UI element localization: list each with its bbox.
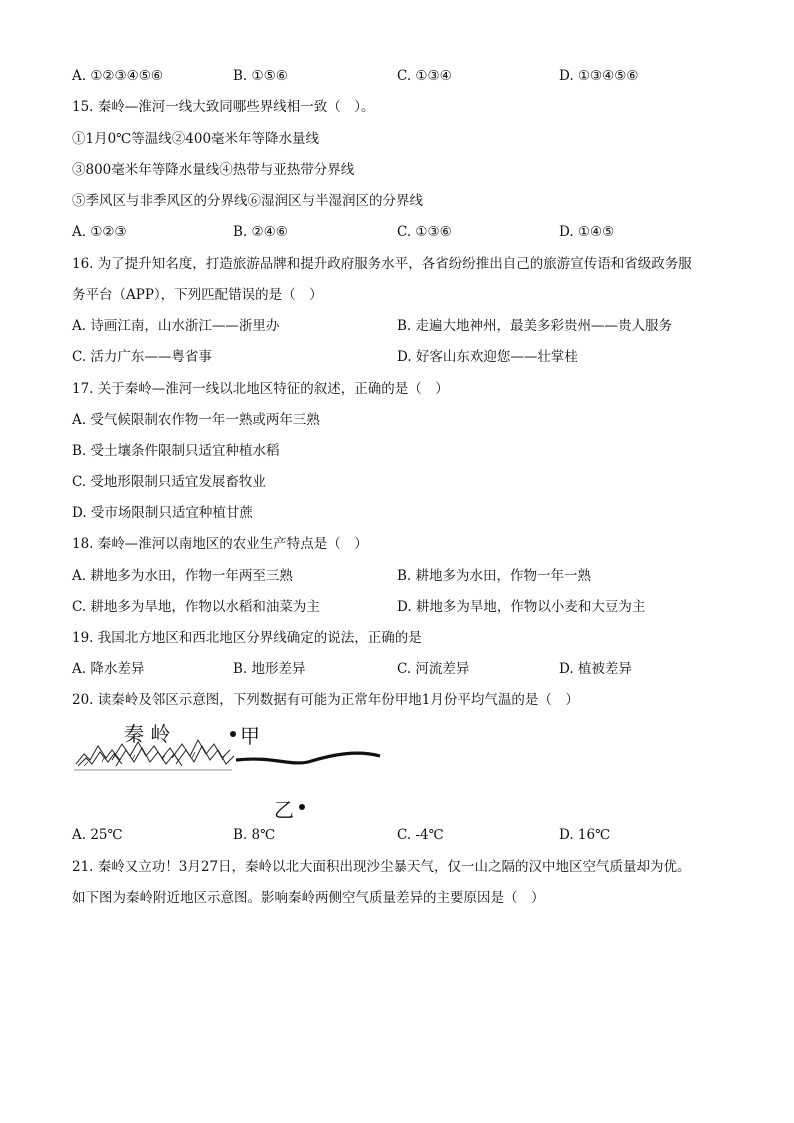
- q14-option-b[interactable]: B. ①⑤⑥: [233, 68, 288, 84]
- qinling-map-figure: [72, 714, 392, 822]
- point-b-dot: [299, 804, 305, 810]
- q19-option-a[interactable]: A. 降水差异: [72, 661, 145, 677]
- q16-stem-line2: 务平台（APP），下列匹配错误的是（ ）: [72, 287, 323, 303]
- q14-option-d[interactable]: D. ①③④⑤⑥: [559, 68, 639, 84]
- qinling-map-svg: [72, 714, 392, 822]
- point-a-dot: [230, 731, 236, 737]
- q17-option-a[interactable]: A. 受气候限制农作物一年一熟或两年三熟: [72, 412, 320, 428]
- q18-option-b[interactable]: B. 耕地多为水田，作物一年一熟: [397, 568, 592, 584]
- q17-stem: 17. 关于秦岭—淮河一线以北地区特征的叙述，正确的是（ ）: [72, 381, 449, 397]
- q15-item-3: ⑤季风区与非季风区的分界线⑥湿润区与半湿润区的分界线: [72, 193, 423, 209]
- q17-option-b[interactable]: B. 受土壤条件限制只适宜种植水稻: [72, 443, 280, 459]
- q15-option-b[interactable]: B. ②④⑥: [233, 224, 288, 240]
- q17-option-d[interactable]: D. 受市场限制只适宜种植甘蔗: [72, 505, 253, 521]
- q15-item-2: ③800毫米年等降水量线④热带与亚热带分界线: [72, 162, 355, 178]
- q15-option-c[interactable]: C. ①③⑥: [397, 224, 452, 240]
- q19-option-b[interactable]: B. 地形差异: [233, 661, 306, 677]
- q19-option-c[interactable]: C. 河流差异: [397, 661, 470, 677]
- q16-option-a[interactable]: A. 诗画江南，山水浙江——浙里办: [72, 318, 280, 334]
- q18-option-a[interactable]: A. 耕地多为水田，作物一年两至三熟: [72, 568, 293, 584]
- q21-stem-line2: 如下图为秦岭附近地区示意图。影响秦岭两侧空气质量差异的主要原因是（ ）: [72, 890, 545, 906]
- q15-option-d[interactable]: D. ①④⑤: [559, 224, 615, 240]
- point-a-label: 甲: [240, 724, 260, 748]
- q14-option-c[interactable]: C. ①③④: [397, 68, 452, 84]
- q18-stem: 18. 秦岭—淮河以南地区的农业生产特点是（ ）: [72, 536, 368, 552]
- q19-stem: 19. 我国北方地区和西北地区分界线确定的说法，正确的是: [72, 630, 422, 646]
- q17-option-c[interactable]: C. 受地形限制只适宜发展畜牧业: [72, 474, 266, 490]
- q20-option-b[interactable]: B. 8℃: [233, 827, 276, 843]
- q16-stem-line1: 16. 为了提升知名度，打造旅游品牌和提升政府服务水平，各省纷纷推出自己的旅游宣传语和省级政务服: [72, 256, 692, 272]
- q14-option-a[interactable]: A. ①②③④⑤⑥: [72, 68, 163, 84]
- q19-option-d[interactable]: D. 植被差异: [559, 661, 632, 677]
- q16-option-c[interactable]: C. 活力广东——粤省事: [72, 349, 212, 365]
- q21-stem-line1: 21. 秦岭又立功！3月27日，秦岭以北大面积出现沙尘暴天气，仅一山之隔的汉中地区空气质量却为优。: [72, 859, 691, 875]
- q20-stem: 20. 读秦岭及邻区示意图，下列数据有可能为正常年份甲地1月份平均气温的是（ ）: [72, 692, 579, 708]
- point-b-label: 乙: [274, 798, 294, 822]
- q16-option-d[interactable]: D. 好客山东欢迎您——壮掌桂: [397, 349, 578, 365]
- q20-option-c[interactable]: C. -4℃: [397, 827, 444, 843]
- q16-option-b[interactable]: B. 走遍大地神州，最美多彩贵州——贵人服务: [397, 318, 673, 334]
- q18-option-c[interactable]: C. 耕地多为旱地，作物以水稻和油菜为主: [72, 599, 320, 615]
- boundary-line: [236, 753, 380, 763]
- q20-option-a[interactable]: A. 25℃: [72, 827, 123, 843]
- q20-option-d[interactable]: D. 16℃: [559, 827, 611, 843]
- mountain-label: 秦 岭: [124, 722, 171, 746]
- q15-stem: 15. 秦岭—淮河一线大致同哪些界线相一致（ ）。: [72, 99, 375, 115]
- q15-option-a[interactable]: A. ①②③: [72, 224, 127, 240]
- q18-option-d[interactable]: D. 耕地多为旱地，作物以小麦和大豆为主: [397, 599, 646, 615]
- q15-item-1: ①1月0℃等温线②400毫米年等降水量线: [72, 131, 320, 147]
